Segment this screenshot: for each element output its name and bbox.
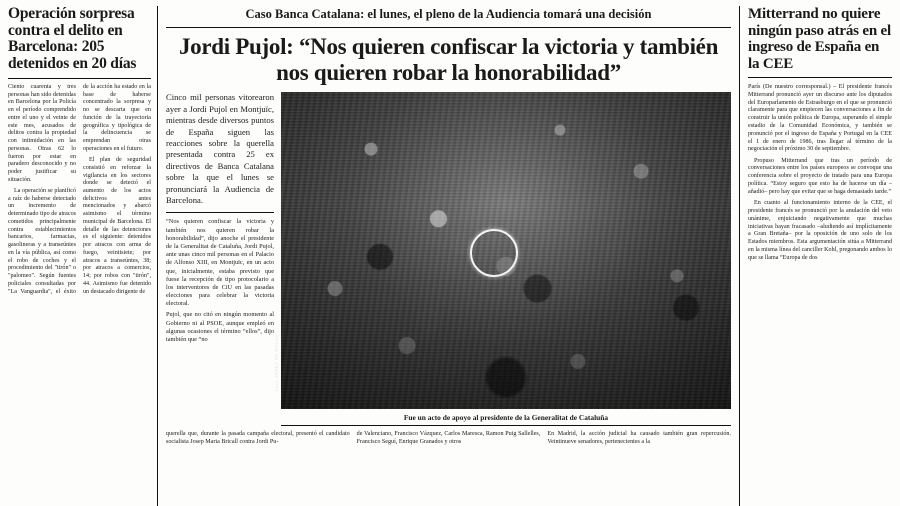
center-footer-column	[166, 431, 350, 449]
photo-credit: Foto: PÉREZ DE ROZAS	[274, 334, 279, 392]
highlight-circle-icon	[470, 229, 518, 277]
center-lede-column	[166, 92, 274, 426]
center-footer-paragraph: querella que, durante la pasada campaña electoral, presentó el candidato socialista Josep Maria Bricall contra Jordi Pu-	[166, 431, 350, 445]
page-columns	[8, 6, 892, 506]
left-column	[8, 6, 158, 506]
right-paragraph: Propuso Mitterrand que tras un período de conversaciones entre los países europeos se convoque una conferencia sobre el proyecto de tratado para una Europa política. “Estoy seguro que esto ha de hacerse un día –añadió– pero hay que evitar que se haga demasiado tarde.”	[748, 157, 892, 195]
center-lede-paragraph: “Nos quieren confiscar la victoria y también nos quieren robar la honorabilidad”, dijo anoche el presidente de la Generalitat de Cataluña, Jordi Pujol, ante unas cinco mil personas en el Palacio de Alfonso XIII, en Montjuïc, en un acto que, inicialmente, estaba previsto que fuese la recepción de tipo protocolario a los interventores de CiU en las pasadas elecciones para celebrar la victoria electoral.	[166, 218, 274, 308]
right-byline: París (De nuestro corresponsal.) –	[748, 83, 837, 90]
center-kicker: Caso Banca Catalana: el lunes, el pleno de la Audiencia tomará una decisión	[166, 6, 731, 28]
center-headline: Jordi Pujol: “Nos quieren confiscar la victoria y también nos quieren robar la honorabilidad”	[178, 33, 719, 85]
center-photo-column	[274, 92, 731, 426]
left-article-headline: Operación sorpresa contra el delito en Barcelona: 205 detenidos en 20 días	[8, 5, 137, 73]
right-headline-rule	[748, 77, 892, 78]
right-paragraph: En cuanto al funcionamiento interno de la CEE, el presidente francés se pronunció por la anulación del veto unánime, enjuiciando negativamente que muchas iniciativas hayan fracasado –aludiendo así implícitamente a Gran Bretaña– por la oposición de uno solo de los Estados miembros. Esta argumentación sitúa a Mitterrand en la misma línea del canciller Kohl, pregonando ambos lo que se llama “Europa de dos	[748, 200, 892, 261]
right-paragraph	[748, 83, 892, 154]
center-footer-paragraph: En Madrid, la acción judicial ha causado también gran repercusión. Veintinueve senadores, pertenecientes a la	[547, 431, 732, 445]
center-body	[166, 92, 731, 426]
photo-caption: Fue un acto de apoyo al presidente de la Generalitat de Cataluña	[281, 413, 731, 426]
center-lede: Cinco mil personas vitorearon ayer a Jordi Pujol en Montjuïc, mientras desde diversos puntos de España siguen las reacciones sobre la querella presentada contra 25 ex directivos de Banca Catalana sobre la que el lunes se pronunciará la Audiencia de Barcelona.	[166, 92, 274, 206]
left-headline-rule	[8, 78, 151, 79]
right-article-headline: Mitterrand no quiere ningún paso atrás en el ingreso de España en la CEE	[748, 6, 891, 72]
center-lede-paragraph: Pujol, que no citó en ningún momento al Gobierno ni al PSOE, aunque empleó en algunas ocasiones el término “ellos”, dijo también que “no	[166, 311, 274, 343]
right-column	[740, 6, 892, 506]
left-paragraph: Ciento cuarenta y tres personas han sido detenidas en Barcelona por la Policía en el período comprendido entre el uno y el veinte de este mes, acusados de delitos contra la propiedad con intimidación en las personas. Otras 62 lo fueron por estar en paradero desconocido y no poder justificar su situación.	[8, 83, 76, 183]
right-paragraph-text: El presidente francés Mitterrand pronunció ayer un discurso ante los diputados del Europarlamento de Estrasburgo en el que se pronunció claramente para que empiecen las conversaciones a fin de construir la unión política de Europa, superando el simple estadio de la Comunidad Económica, y también se pronunció por el ingreso de España y Portugal en la CEE el 1 de enero de 1986, tras llegar al término de la negociación el próximo 30 de septiembre.	[748, 84, 892, 153]
left-paragraph: El plan de seguridad consistió en reforzar la vigilancia en los sectores donde se detectó el aumento de los actos delictivos antes mencionados y abarcó asimismo el término municipal de Barcelona. El detalle de las detenciones es el siguiente: detenidos por atracos con arma de fuego, veintisiete; por atracos a transeúntes, 38; por atracos a comercios, 14; por robos con "tirón", 44. Asimismo fue detenido un destacado dirigente de	[83, 157, 151, 295]
left-article-body	[8, 84, 151, 298]
crowd-photograph	[274, 92, 731, 409]
lede-rule	[166, 212, 274, 213]
center-footer-columns	[166, 431, 731, 449]
center-footer-column	[547, 431, 731, 449]
center-footer-column	[357, 431, 541, 449]
left-paragraph: La operación se planificó a raíz de haberse detectado un incremento de determinado tipo de atracos cometidos principalmente contra establecimientos bancarios, farmacias, gasolineras y a transeúntes en la vía pública, así como el robo de coches y el procedimiento del "tirón" o "palomeo". Según fuentes policiales consultadas por "La Vanguardia", el éxito de la acción ha estado en la base de haberse concentrado la sorpresa y no se descarta que en función de la trayectoria geográfica y tipológica de la delincuencia se emprendan otras operaciones en el futuro.	[8, 83, 151, 295]
center-column	[158, 6, 740, 506]
center-footer-paragraph: de Valenciano, Francisco Vázquez, Carlos Maresca, Ramon Puig Sallelles, Francisco Seguí, Enrique Granados y otros	[356, 431, 541, 445]
